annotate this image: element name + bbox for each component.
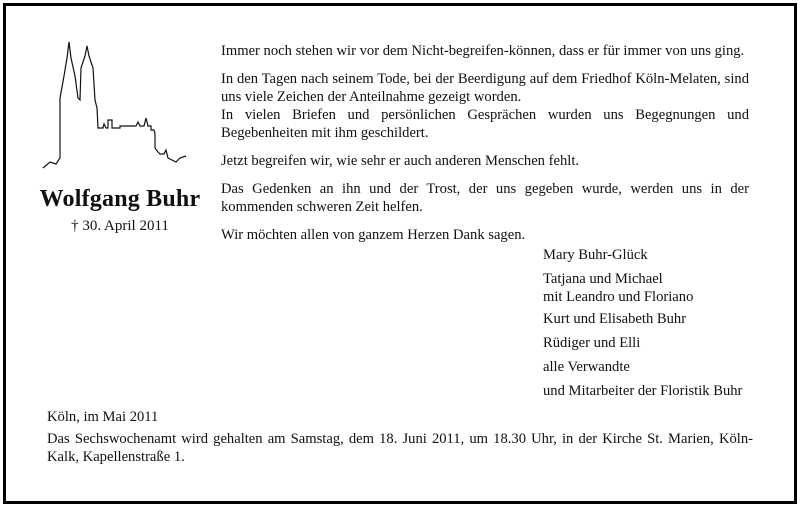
place-date: Köln, im Mai 2011 [47,409,159,425]
message-paragraph: Immer noch stehen wir vor dem Nicht-begreifen-können, dass er für immer von uns ging. [221,43,745,59]
signature-line: und Mitarbeiter der Floristik Buhr [543,383,743,399]
message-paragraph: In vielen Briefen und persönlichen Gesprächen wurden uns Begegnungen und Begebenheiten mit ihm geschildert. [221,107,749,141]
message-paragraph: Das Gedenken an ihn und der Trost, der uns gegeben wurde, werden uns in der kommenden schweren Zeit helfen. [221,181,749,215]
signature-line: Kurt und Elisabeth Buhr [543,311,687,327]
signature-group [543,270,773,306]
signatures [543,246,773,406]
message-paragraph: Wir möchten allen von ganzem Herzen Dank sagen. [221,227,526,243]
signature-line: Rüdiger und Elli [543,335,641,351]
message-paragraph: In den Tagen nach seinem Tode, bei der Beerdigung auf dem Friedhof Köln-Melaten, sind uns viele Zeichen der Anteilnahme gezeigt worden. [221,71,749,105]
message-paragraph: Jetzt begreifen wir, wie sehr er auch anderen Menschen fehlt. [221,153,580,169]
service-notice: Das Sechswochenamt wird gehalten am Samstag, dem 18. Juni 2011, um 18.30 Uhr, in der Kirche St. Marien, Köln-Kalk, Kapellenstraße 1. [47,431,753,465]
footer [47,408,753,466]
signature-line: Mary Buhr-Glück [543,247,648,263]
cologne-cathedral-icon [40,38,190,174]
signature-line: Tatjana und Michael [543,271,663,287]
deceased-name: Wolfgang Buhr [39,186,201,212]
death-date: † 30. April 2011 [71,218,169,234]
message-body [221,42,749,254]
signature-line: mit Leandro und Floriano [543,289,694,305]
signature-line: alle Verwandte [543,359,630,375]
